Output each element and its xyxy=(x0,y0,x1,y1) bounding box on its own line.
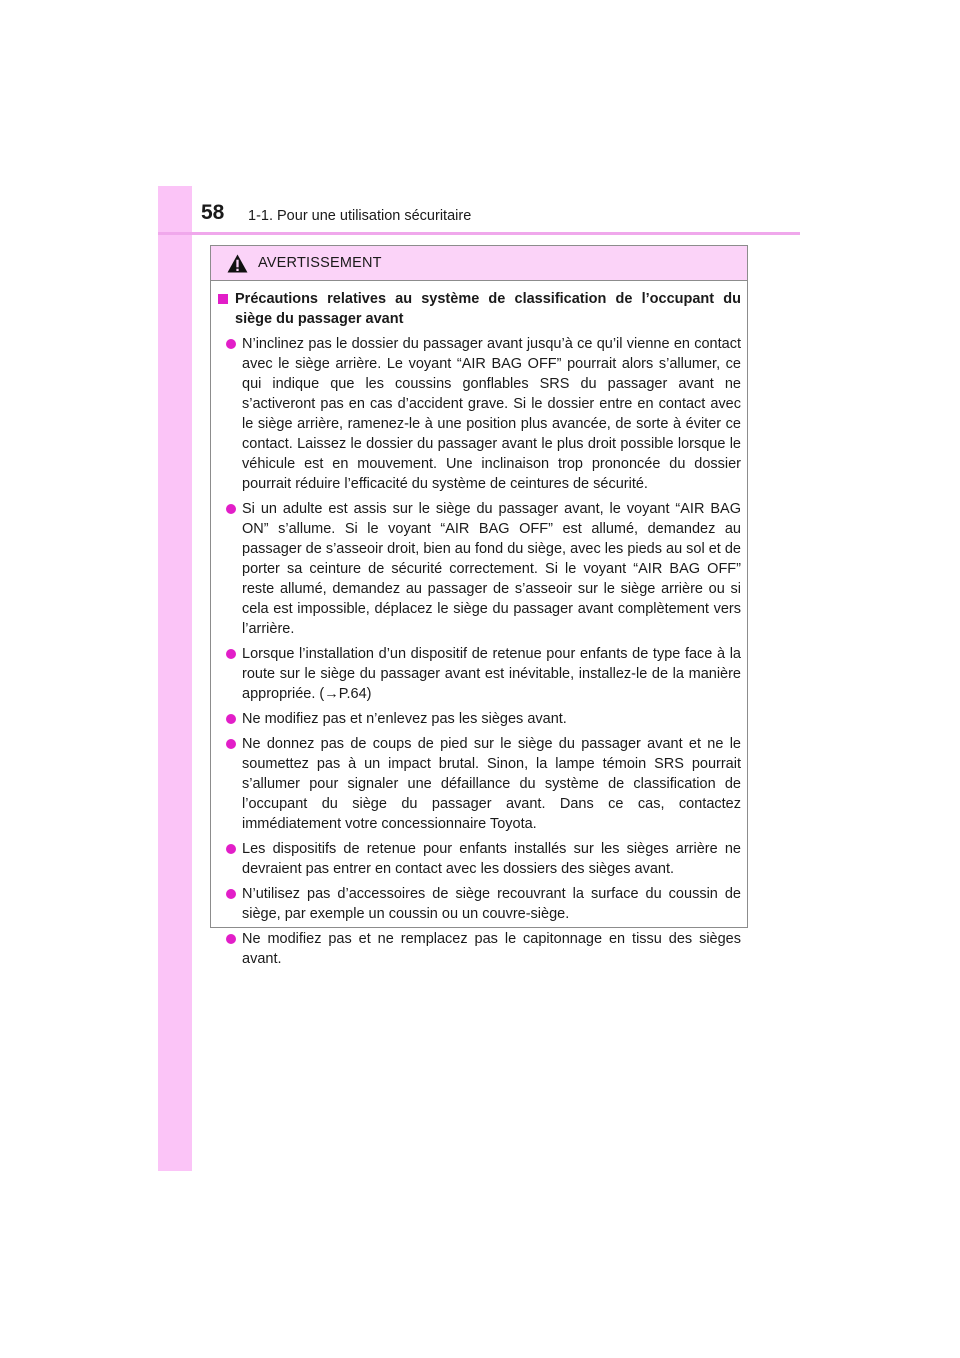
round-bullet-icon xyxy=(226,739,236,749)
round-bullet-icon xyxy=(226,649,236,659)
bullet-item xyxy=(226,839,741,879)
warning-triangle-icon xyxy=(227,254,248,273)
bullet-text: Lorsque l’installation d’un dispositif de retenue pour enfants de type face à la route sur le siège du passager avant est inévitable, installez-le de la manière appropriée. (→P.64) xyxy=(242,646,741,702)
header-rule xyxy=(158,232,800,235)
round-bullet-icon xyxy=(226,844,236,854)
warning-body xyxy=(211,281,747,969)
subhead-text: Précautions relatives au système de classification de l’occupant du siège du passager avant xyxy=(235,291,741,327)
bullet-item xyxy=(226,709,741,729)
round-bullet-icon xyxy=(226,714,236,724)
round-bullet-icon xyxy=(226,504,236,514)
warning-header xyxy=(211,246,747,281)
section-title: 1-1. Pour une utilisation sécuritaire xyxy=(248,208,472,224)
warning-subhead xyxy=(218,289,741,329)
bullet-item xyxy=(226,884,741,924)
bullet-item xyxy=(226,334,741,494)
square-bullet-icon xyxy=(218,294,228,304)
warning-title: AVERTISSEMENT xyxy=(258,255,382,271)
round-bullet-icon xyxy=(226,889,236,899)
bullet-text: N’inclinez pas le dossier du passager avant jusqu’à ce qu’il vienne en contact avec le siège arrière. Le voyant “AIR BAG OFF” pourrait alors s’allumer, ce qui indique que les coussins gonflables SRS du passager avant ne s’activeront pas en cas d’accident grave. Si le dossier entre en contact avec le siège arrière, ramenez-le à une position plus avancée, de sorte à éviter ce contact. Laissez le dossier du passager avant le plus droit possible lorsque le véhicule est en mouvement. Une inclinaison trop prononcée du dossier pourrait réduire l’efficacité du système de ceintures de sécurité. xyxy=(242,336,741,492)
bullet-text: Ne modifiez pas et ne remplacez pas le capitonnage en tissu des sièges avant. xyxy=(242,931,741,967)
bullet-item xyxy=(226,734,741,834)
side-color-band xyxy=(158,186,192,1171)
bullet-text: N’utilisez pas d’accessoires de siège recouvrant la surface du coussin de siège, par exemple un coussin ou un couvre-siège. xyxy=(242,886,741,922)
bullet-item xyxy=(226,644,741,704)
bullet-text: Ne modifiez pas et n’enlevez pas les sièges avant. xyxy=(242,711,567,727)
bullet-text: Ne donnez pas de coups de pied sur le siège du passager avant et ne le soumettez pas à un impact brutal. Sinon, la lampe témoin SRS pourrait s’allumer pour signaler une défaillance du système de classification de l’occupant du siège du passager avant. Dans ce cas, contactez immédiatement votre concessionnaire Toyota. xyxy=(242,736,741,832)
bullet-text: Si un adulte est assis sur le siège du passager avant, le voyant “AIR BAG ON” s’allume. Si le voyant “AIR BAG OFF” est allumé, demandez au passager de s’asseoir droit, bien au fond du siège, avec les pieds au sol et de porter sa ceinture de sécurité correctement. Si le voyant “AIR BAG OFF” reste allumé, demandez au passager de s’asseoir sur le siège arrière ou si cela est impossible, déplacez le siège du passager avant complètement vers l’arrière. xyxy=(242,501,741,637)
warning-box xyxy=(210,245,748,967)
round-bullet-icon xyxy=(226,934,236,944)
bullet-text: Les dispositifs de retenue pour enfants installés sur les sièges arrière ne devraient pas entrer en contact avec les dossiers des sièges avant. xyxy=(242,841,741,877)
page-number: 58 xyxy=(201,201,225,224)
round-bullet-icon xyxy=(226,339,236,349)
bullet-item xyxy=(226,499,741,639)
bullet-item xyxy=(226,929,741,969)
